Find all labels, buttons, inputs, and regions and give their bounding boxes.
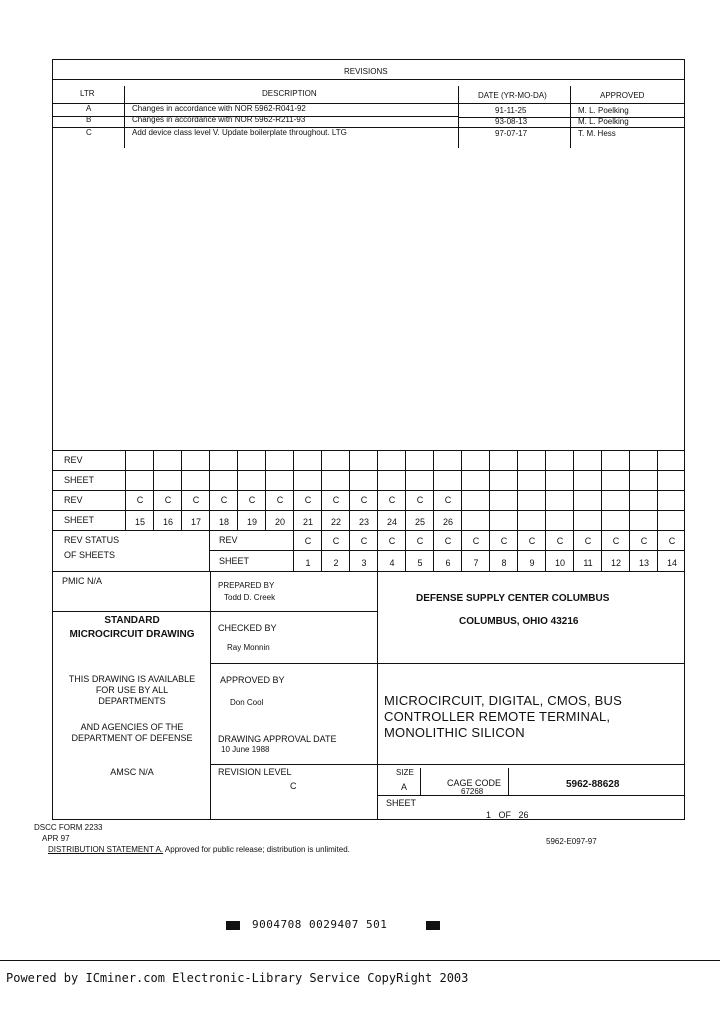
- sheet-cell: 11: [583, 558, 593, 568]
- barcode-block-left: [226, 921, 240, 930]
- revision-level-label: REVISION LEVEL: [218, 767, 292, 777]
- rev-row-date: 97-07-17: [495, 129, 528, 138]
- drawing-number: 5962-88628: [566, 779, 620, 790]
- sheet-cell: 23: [358, 517, 369, 527]
- sheet-cell: 13: [638, 558, 649, 568]
- sheet-cell: 10: [554, 558, 565, 568]
- sheet-cell: 1: [305, 558, 311, 568]
- agencies-text: AND AGENCIES OF THE DEPARTMENT OF DEFENSE: [71, 722, 193, 743]
- agency-address: COLUMBUS, OHIO 43216: [459, 616, 579, 627]
- sheet-cell: 15: [134, 517, 145, 527]
- sheet-cell: 16: [162, 517, 173, 527]
- sheet-cell: 21: [302, 517, 313, 527]
- rev-cell: C: [388, 536, 396, 546]
- cage-code-label: CAGE CODE: [447, 778, 502, 788]
- drawing-title-line3: MONOLITHIC SILICON: [384, 725, 525, 740]
- rev-cell: C: [360, 495, 368, 505]
- approval-date-value: 10 June 1988: [221, 745, 270, 754]
- drawing-title-line1: MICROCIRCUIT, DIGITAL, CMOS, BUS: [384, 693, 623, 708]
- sheet-label: SHEET: [64, 515, 95, 525]
- size-label: SIZE: [396, 768, 414, 777]
- standard-title: STANDARD MICROCIRCUIT DRAWING: [69, 615, 195, 640]
- rev-row-description: Changes in accordance with NOR 5962-R041-92: [132, 104, 306, 113]
- drawing-title-line2: CONTROLLER REMOTE TERMINAL,: [384, 709, 611, 724]
- sheet-cell: 18: [218, 517, 229, 527]
- rev-cell: C: [304, 536, 312, 546]
- sheet-cell: 20: [274, 517, 285, 527]
- rev-cell: C: [668, 536, 676, 546]
- sheet-label: SHEET: [64, 475, 95, 485]
- distribution-label: DISTRIBUTION STATEMENT A.: [48, 845, 164, 854]
- rev-cell: C: [444, 495, 452, 505]
- header-approved: APPROVED: [600, 91, 645, 100]
- rev-label: REV: [219, 535, 238, 545]
- sheet-cell: 26: [442, 517, 453, 527]
- form-number: DSCC FORM 2233: [34, 823, 103, 832]
- pmic-label: PMIC N/A: [62, 576, 103, 586]
- rev-cell: C: [416, 495, 424, 505]
- rev-cell: C: [500, 536, 508, 546]
- header-description: DESCRIPTION: [262, 89, 317, 98]
- form-date: APR 97: [42, 834, 70, 843]
- rev-cell: C: [220, 495, 228, 505]
- rev-cell: C: [248, 495, 256, 505]
- rev-cell: C: [332, 495, 340, 505]
- rev-cell: C: [388, 495, 396, 505]
- rev-cell: C: [332, 536, 340, 546]
- distribution-statement: [48, 845, 350, 854]
- rev-row-description: Changes in accordance with NOR 5962-R211-93: [132, 115, 306, 124]
- footer-rule: [0, 960, 720, 961]
- rev-cell: C: [444, 536, 452, 546]
- agency-name: DEFENSE SUPPLY CENTER COLUMBUS: [416, 593, 610, 604]
- sheet-label: SHEET: [386, 798, 417, 808]
- sheet-cell: 24: [386, 517, 397, 527]
- rev-row-approved: T. M. Hess: [578, 129, 616, 138]
- rev-cell: C: [192, 495, 200, 505]
- barcode-text: 9004708 0029407 501: [252, 918, 388, 931]
- rev-row-ltr: B: [86, 115, 92, 124]
- amsc-label: AMSC N/A: [110, 767, 154, 777]
- rev-row-date: 93-08-13: [495, 117, 528, 126]
- rev-cell: C: [136, 495, 144, 505]
- rev-label: REV: [64, 495, 83, 505]
- rev-row-ltr: A: [86, 104, 92, 113]
- approval-date-label: DRAWING APPROVAL DATE: [218, 734, 337, 744]
- barcode-block-right: [426, 921, 440, 930]
- rev-row-approved: M. L. Poelking: [578, 106, 629, 115]
- checked-by-name: Ray Monnin: [227, 643, 270, 652]
- sheet-cell: 2: [333, 558, 339, 568]
- sheet-cell: 5: [417, 558, 423, 568]
- sheet-cell: 6: [445, 558, 451, 568]
- sheet-cell: 9: [529, 558, 535, 568]
- revisions-title: REVISIONS: [344, 67, 388, 76]
- prepared-by-label: PREPARED BY: [218, 581, 275, 590]
- rev-row-ltr: C: [86, 128, 92, 137]
- distribution-text: Approved for public release; distribution is unlimited.: [164, 845, 350, 854]
- sheet-cell: 12: [610, 558, 621, 568]
- checked-by-label: CHECKED BY: [218, 623, 277, 633]
- rev-cell: C: [612, 536, 620, 546]
- document-code: 5962-E097-97: [546, 837, 597, 846]
- approved-by-name: Don Cool: [230, 698, 264, 707]
- header-ltr: LTR: [80, 89, 95, 98]
- rev-cell: C: [640, 536, 648, 546]
- revision-level-value: C: [290, 781, 297, 791]
- size-value: A: [401, 782, 408, 792]
- of-sheets-label: OF SHEETS: [64, 550, 116, 560]
- sheet-cell: 25: [414, 517, 425, 527]
- sheet-label: SHEET: [219, 556, 250, 566]
- rev-cell: C: [472, 536, 480, 546]
- rev-cell: C: [164, 495, 172, 505]
- sheet-cell: 4: [389, 558, 395, 568]
- sheet-cell: 19: [246, 517, 257, 527]
- available-text: THIS DRAWING IS AVAILABLE FOR USE BY ALL DEPARTMENTS: [68, 674, 196, 706]
- prepared-by-name: Todd D. Creek: [224, 593, 276, 602]
- rev-row-description: Add device class level V. Update boilerplate throughout. LTG: [132, 128, 347, 137]
- sheet-cell: 8: [501, 558, 507, 568]
- rev-cell: C: [584, 536, 592, 546]
- rev-status-label: REV STATUS: [64, 535, 120, 545]
- sheet-cell: 17: [190, 517, 201, 527]
- header-date: DATE (YR-MO-DA): [478, 91, 547, 100]
- rev-cell: C: [416, 536, 424, 546]
- sheet-cell: 14: [666, 558, 677, 568]
- sheet-cell: 22: [330, 517, 341, 527]
- rev-cell: C: [556, 536, 564, 546]
- rev-label: REV: [64, 455, 83, 465]
- rev-row-approved: M. L. Poelking: [578, 117, 629, 126]
- rev-row-date: 91-11-25: [495, 106, 527, 115]
- cage-code-value: 67268: [461, 787, 484, 796]
- sheet-count: 1 OF 26: [486, 810, 529, 820]
- sheet-cell: 7: [473, 558, 479, 568]
- rev-cell: C: [360, 536, 368, 546]
- rev-cell: C: [304, 495, 312, 505]
- approved-by-label: APPROVED BY: [220, 675, 285, 685]
- rev-cell: C: [276, 495, 284, 505]
- rev-cell: C: [528, 536, 536, 546]
- footer-credit: Powered by ICminer.com Electronic-Library Service CopyRight 2003: [6, 971, 469, 985]
- sheet-cell: 3: [361, 558, 367, 568]
